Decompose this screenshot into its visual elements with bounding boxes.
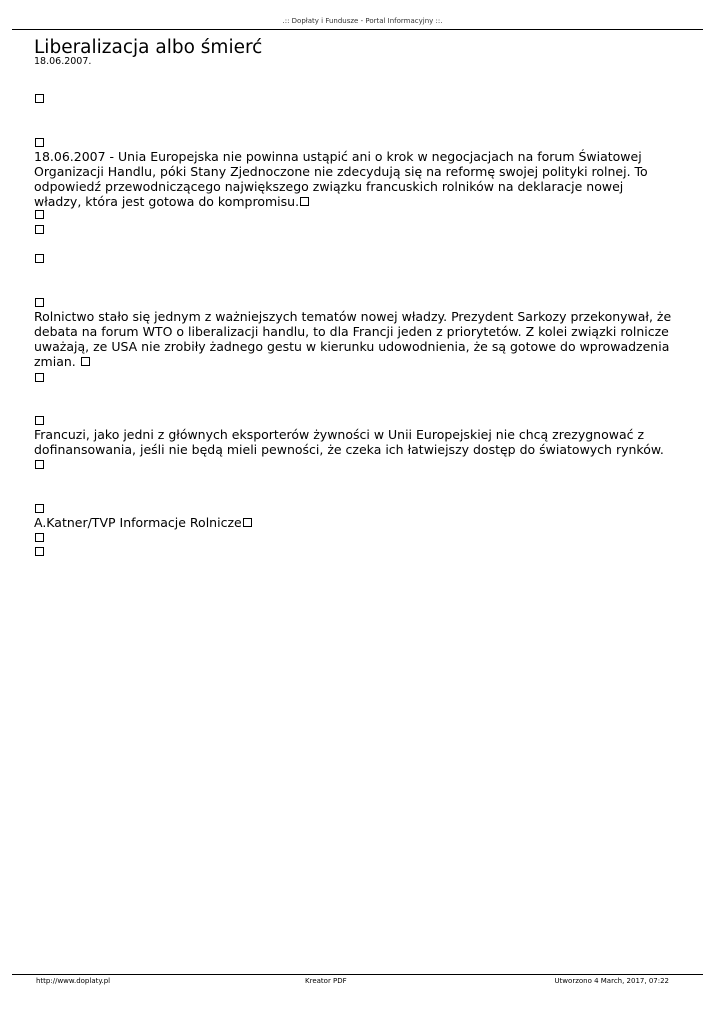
- article-author: [34, 515, 674, 530]
- missing-glyph-box: [35, 460, 44, 469]
- missing-glyph-box: [35, 298, 44, 307]
- article-title: Liberalizacja albo śmierć: [34, 37, 263, 58]
- missing-glyph-box: [35, 504, 44, 513]
- missing-glyph-box: [81, 357, 90, 366]
- paragraph-text: Francuzi, jako jedni z głównych eksporterów żywności w Unii Europejskiej nie chcą zrezygnować z dofinansowania, jeśli nie będą mieli pewności, że czeka ich łatwiejszy dostęp do światowych rynków.: [34, 427, 664, 457]
- missing-glyph-box: [35, 138, 44, 147]
- missing-glyph-box: [300, 197, 309, 206]
- missing-glyph-box: [35, 533, 44, 542]
- article-paragraph: [34, 427, 674, 472]
- footer-divider: [12, 974, 703, 975]
- missing-glyph-box: [35, 254, 44, 263]
- missing-glyph-box: [35, 416, 44, 425]
- author-text: A.Katner/TVP Informacje Rolnicze: [34, 515, 242, 530]
- missing-glyph-box: [35, 210, 44, 219]
- footer-generator: Kreator PDF: [305, 977, 347, 985]
- missing-glyph-box: [35, 225, 44, 234]
- article-date: 18.06.2007.: [34, 56, 92, 67]
- page-header: .:: Dopłaty i Fundusze - Portal Informacyjny ::.: [282, 17, 443, 25]
- footer-created: Utworzono 4 March, 2017, 07:22: [554, 977, 669, 985]
- header-divider: [12, 29, 703, 30]
- missing-glyph-box: [35, 547, 44, 556]
- article-paragraph: [34, 309, 674, 369]
- article-paragraph: [34, 149, 674, 209]
- paragraph-text: 18.06.2007 - Unia Europejska nie powinna ustąpić ani o krok w negocjacjach na forum Światowej Organizacji Handlu, póki Stany Zjednoczone nie zdecydują się na reformę swojej polityki rolnej. To odpowiedź przewodniczącego największego związku francuskich rolników na deklaracje nowej władzy, która jest gotowa do kompromisu.: [34, 149, 648, 209]
- paragraph-text: Rolnictwo stało się jednym z ważniejszych tematów nowej władzy. Prezydent Sarkozy przekonywał, że debata na forum WTO o liberalizacji handlu, to dla Francji jeden z priorytetów. Z kolei związki rolnicze uważają, ze USA nie zrobiły żadnego gestu w kierunku udowodnienia, że są gotowe do wprowadzenia zmian.: [34, 309, 672, 369]
- missing-glyph-box: [35, 94, 44, 103]
- missing-glyph-box: [243, 518, 252, 527]
- missing-glyph-box: [35, 373, 44, 382]
- footer-url: http://www.doplaty.pl: [36, 977, 111, 985]
